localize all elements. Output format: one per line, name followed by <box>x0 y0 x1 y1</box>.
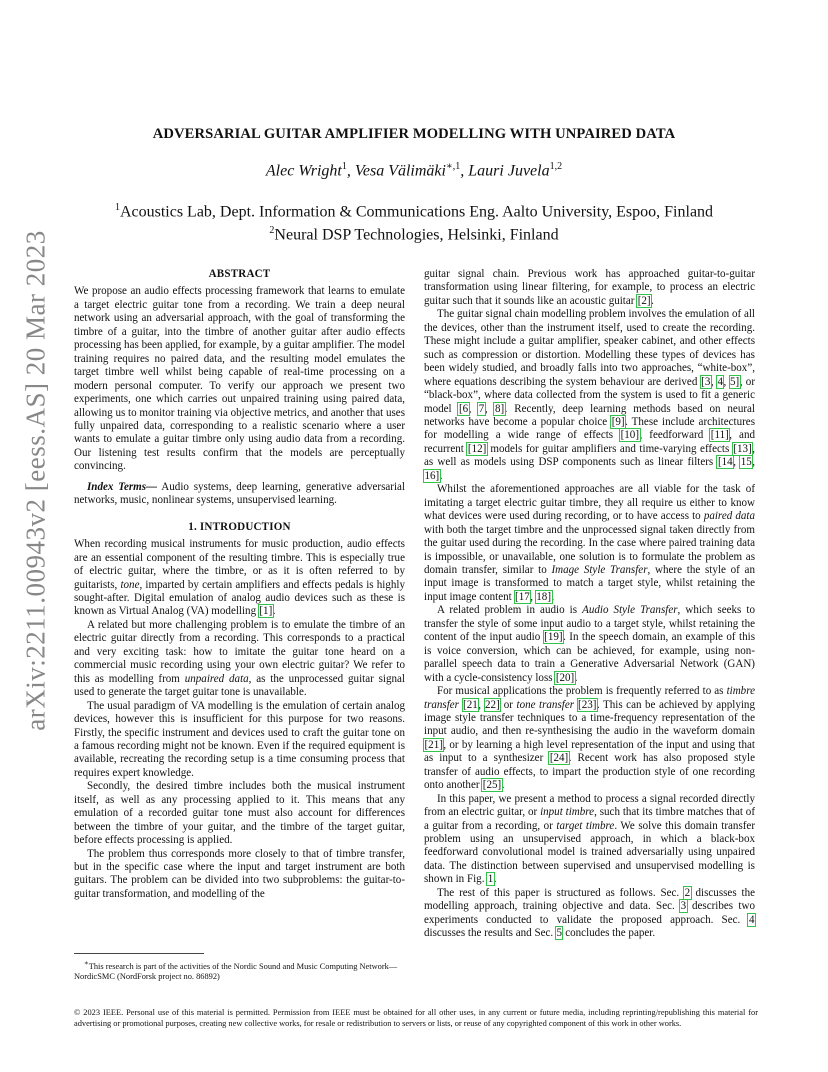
paragraph: The rest of this paper is structured as follows. Sec. 2 discusses the modelling approach, training objective and data. Sec. 3 describes two experiments conducted to validate the proposed approach. Sec. 4 discusses the results and Sec. 5 concludes the paper. <box>424 886 756 940</box>
paragraph: A related problem in audio is Audio Style Transfer, which seeks to transfer the style of some input audio to a target style, whilst retaining the content of the input audio [19]. In the speech domain, an example of this is voice conversion, which can be achieved, for example, using non-parallel speech data to train a Generative Adversarial Network (GAN) with a cycle-consistency loss [20]. <box>424 604 755 684</box>
author-list: Alec Wright$^1$, Vesa Välimäki$^{∗,1}$, Lauri Juvela$^{1,2}$ <box>265 161 563 180</box>
citation-link[interactable]: [13] <box>733 442 752 455</box>
footnote-marker: ∗ <box>84 959 89 967</box>
citation-link[interactable]: [20] <box>555 671 575 684</box>
author-name: Vesa Välimäki <box>354 162 446 180</box>
citation-link[interactable]: [19] <box>544 631 563 644</box>
author-name: Alec Wright <box>265 162 342 180</box>
citation-link[interactable]: [10] <box>620 429 640 442</box>
citation-link[interactable]: [24] <box>549 752 569 765</box>
author-affil-marker: 1 <box>341 161 347 172</box>
affiliation-line: $^1$Acoustics Lab, Dept. Information & Communications Eng. Aalto University, Espoo, Finland <box>114 202 714 221</box>
citation-link[interactable]: 7 <box>478 402 485 415</box>
citation-link[interactable]: [1] <box>259 605 273 618</box>
copyright-notice: © 2023 IEEE. Personal use of this material is permitted. Permission from IEEE must be obtained for all other uses, in any current or future media, including reprinting/republishing this material for advertising or promotional purposes, creating new collective works, for resale or redistribution to servers or lists, or reuse of any copyrighted component of this work in other works. <box>74 1008 758 1028</box>
footnote: ∗This research is part of the activities of the Nordic Sound and Music Computing Network—NordicSMC (NordForsk project no. 86892) <box>74 959 398 981</box>
citation-link[interactable]: 15 <box>740 456 752 469</box>
citation-link[interactable]: [3 <box>701 375 711 388</box>
arxiv-identifier <box>14 229 58 731</box>
citation-link[interactable]: [25] <box>482 779 502 792</box>
citation-link[interactable]: [14 <box>717 456 733 469</box>
section-link[interactable]: 4 <box>748 913 755 926</box>
citation-link[interactable]: [2] <box>637 294 651 307</box>
citation-link[interactable]: 4 <box>717 375 723 388</box>
paragraph: The problem thus corresponds more closely to that of timbre transfer, but in the specific case where the input and target instrument are both guitars. The problem can be divided into two subproblems: the guitar-to-guitar transformation, and modelling of the <box>74 847 405 900</box>
figure-link[interactable]: 1 <box>487 873 494 886</box>
paragraph: When recording musical instruments for music production, audio effects are an essential component of the resulting timbre. This is especially true of electric guitar, where the timbre, or as it is often referred to by guitarists, tone, imparted by certain amplifiers and effects pedals is highly sought-after. Digital emulation of analog audio devices such as these is known as Virtual Analog (VA) modelling [1]. <box>74 538 405 618</box>
citation-link[interactable]: [6 <box>458 402 469 415</box>
section-link[interactable]: 5 <box>556 927 562 940</box>
citation-link[interactable]: [11] <box>710 429 729 442</box>
abstract-text: We propose an audio effects processing framework that learns to emulate a target electric guitar tone from a recording. We train a deep neural network using an adversarial approach, with the goal of transforming the timbre of a guitar, into the timbre of another guitar after audio effects processing has been applied, for example, by a guitar amplifier. The model training requires no paired data, and the resulting model emulates the target timbre well whilst being capable of real-time processing on a modern personal computer. To verify our approach we present two experiments, one which carries out unpaired training using paired data, allowing us to monitor training via objective metrics, and another that uses fully unpaired data, corresponding to a realistic scenario where a user wants to emulate a guitar timbre only using audio data from a recording. Our listening test results confirm that the models are perceptually convincing. <box>74 285 405 473</box>
affiliation-line: $^2$Neural DSP Technologies, Helsinki, Finland <box>269 225 559 244</box>
index-terms-label: Index Terms— <box>87 480 158 493</box>
citation-link[interactable]: [12] <box>467 442 487 455</box>
citation-link[interactable]: 5] <box>730 375 740 388</box>
author-name: Lauri Juvela <box>468 162 550 180</box>
section-heading-introduction: 1. INTRODUCTION <box>188 520 291 533</box>
section-link[interactable]: 3 <box>680 900 687 913</box>
citation-link[interactable]: [23] <box>578 698 597 711</box>
index-terms: Index Terms— Audio systems, deep learning, generative adversarial networks, music, nonlinear systems, unsupervised learning. <box>74 480 406 507</box>
left-column <box>74 268 405 901</box>
arxiv-id-text: arXiv:2211.00943v2 [eess.AS] 20 Mar 2023 <box>20 229 51 731</box>
paper-title: ADVERSARIAL GUITAR AMPLIFIER MODELLING WITH UNPAIRED DATA <box>152 126 676 142</box>
citation-link[interactable]: [21 <box>463 698 478 711</box>
paragraph: Secondly, the desired timbre includes both the musical instrument itself, as well as any processing applied to it. This means that any emulation of a recorded guitar tone must also account for differences between the timbre of your guitar, and the timbre of the target guitar, before effects processing is applied. <box>74 780 405 847</box>
author-affil-marker: 1,2 <box>549 161 563 172</box>
citation-link[interactable]: 22] <box>485 698 500 711</box>
paragraph: For musical applications the problem is frequently referred to as timbre transfer [21, 22] or tone transfer [23]. This can be achieved by applying image style transfer techniques to a time-frequency representation of the input audio, and then re-synthesising the audio in the waveform domain [21], or by learning a high level representation of the input and using that as input to a synthesizer [24]. Recent work has also proposed style transfer of audio effects, to impart the production style of one recording onto another [25]. <box>424 685 755 792</box>
affiliations <box>74 198 754 245</box>
citation-link[interactable]: [21] <box>424 738 443 751</box>
paragraph: In this paper, we present a method to process a signal recorded directly from an electric guitar, or input timbre, such that its timbre matches that of a guitar from a recording, or target timbre. We solve this domain transfer problem using an unsupervised approach, in which a black-box feedforward convolutional model is trained adversarially using unpaired data. The distinction between supervised and unsupervised modelling is shown in Fig. 1. <box>424 792 756 886</box>
paragraph: Whilst the aforementioned approaches are all viable for the task of imitating a target electric guitar timbre, they all require us either to know what devices were used during recording, or to have access to paired data with both the target timbre and the unprocessed signal taken directly from the guitar used during the recording. In the case where paired training data is impossible, or unavailable, one solution is to formulate the problem as domain transfer, similar to Image Style Transfer, where the style of an input image is transformed to match a target style, whilst retaining the input image content [17, 18]. <box>424 483 755 603</box>
right-column <box>424 268 755 941</box>
author-affil-marker: ∗,1 <box>445 161 461 172</box>
citation-link[interactable]: 16] <box>424 469 440 482</box>
paragraph: A related but more challenging problem is to emulate the timbre of an electric guitar directly from a recording. This corresponds to a practical and very exciting task: how to imitate the guitar tone heard on a commercial music recording using your own electric guitar? We refer to this as modelling from unpaired data, as the unprocessed guitar signal used to generate the target guitar tone is unavailable. <box>74 618 405 699</box>
paragraph: guitar signal chain. Previous work has approached guitar-to-guitar transformation using linear filtering, for example, to process an electric guitar such that it sounds like an acoustic guitar [2]. <box>424 268 755 307</box>
citation-link[interactable]: 18] <box>536 590 552 603</box>
section-link[interactable]: 2 <box>684 886 691 899</box>
citation-link[interactable]: [9] <box>611 415 625 428</box>
abstract-heading: ABSTRACT <box>208 268 271 280</box>
citation-link[interactable]: 8] <box>494 402 505 415</box>
footnote-divider <box>74 953 204 954</box>
citation-link[interactable]: [17 <box>515 590 530 603</box>
paragraph: The usual paradigm of VA modelling is the emulation of certain analog devices, however this is insufficient for this purpose for two reasons. Firstly, the specific instrument and devices used to craft the guitar tone on a famous recording might not be known. Even if the required equipment is available, recreating the recording setup is a time consuming process that requires expert knowledge. <box>74 699 405 779</box>
paragraph: The guitar signal chain modelling problem involves the emulation of all the devices, other than the instrument itself, used to create the recording. These might include a guitar amplifier, speaker cabinet, and other effects such as compression or distortion. Modelling these types of devices has been widely studied, and broadly falls into two approaches, “white-box”, where equations describing the system behaviour are derived [3, 4, 5], or “black-box”, where data collected from the system is used to fit a generic model [6, 7, 8]. Recently, deep learning methods based on neural networks have become a popular choice [9]. These include architectures for modelling a wide range of effects [10], feedforward [11], and recurrent [12] models for guitar amplifiers and time-varying effects [13], as well as models using DSP components such as linear filters [14, 15, 16]. <box>424 308 756 482</box>
